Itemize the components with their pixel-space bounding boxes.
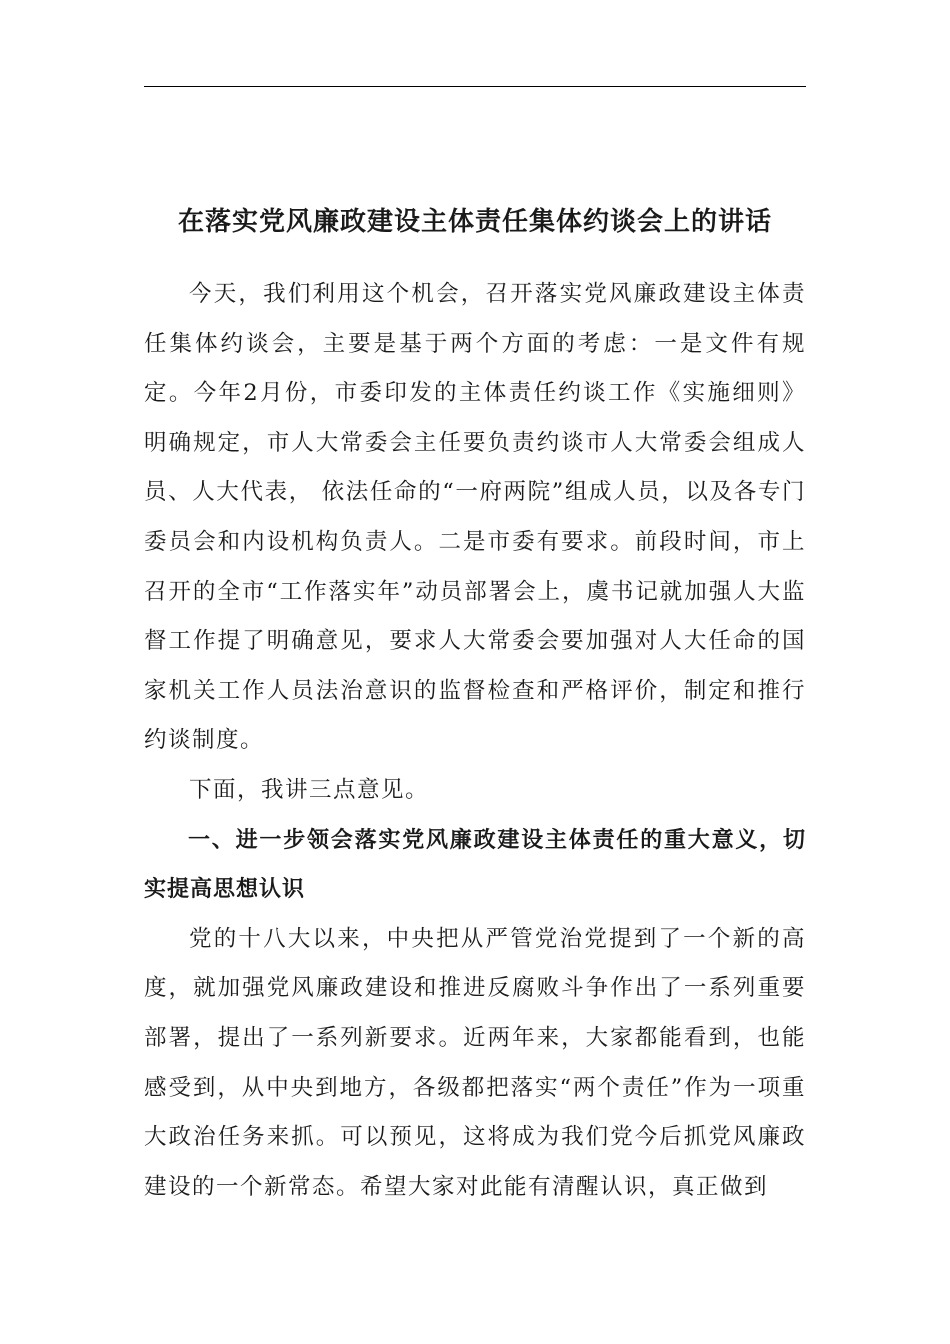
document-title: 在落实党风廉政建设主体责任集体约谈会上的讲话 <box>177 207 772 237</box>
document-body <box>144 270 806 1212</box>
section-1-paragraph: 党的十八大以来，中央把从严管党治党提到了一个新的高度，就加强党风廉政建设和推进反腐败斗争作出了一系列重要部署，提出了一系列新要求。近两年来，大家都能看到，也能感受到，从中央到地方，各级都把落实“两个责任”作为一项重大政治任务来抓。可以预见，这将成为我们党今后抓党风廉政建设的一个新常态。希望大家对此能有清醒认识，真正做到 <box>144 925 806 1200</box>
header-rule <box>144 86 806 87</box>
body-paragraph-1: 今天，我们利用这个机会，召开落实党风廉政建设主体责任集体约谈会，主要是基于两个方面的考虑：一是文件有规定。今年2月份，市委印发的主体责任约谈工作《实施细则》明确规定，市人大常委会主任要负责约谈市人大常委会组成人员、人大代表， 依法任命的“一府两院”组成人员，以及各专门委员会和内设机构负责人。二是市委有要求。前段时间，市上召开的全市“工作落实年”动员部署会上，虞书记就加强人大监督工作提了明确意见，要求人大常委会要加强对人大任命的国家机关工作人员法治意识的监督检查和严格评价，制定和推行约谈制度。 <box>144 281 806 754</box>
section-heading-1: 一、进一步领会落实党风廉政建设主体责任的重大意义，切实提高思想认识 <box>144 827 806 903</box>
body-paragraph-2: 下面，我讲三点意见。 <box>189 776 430 803</box>
